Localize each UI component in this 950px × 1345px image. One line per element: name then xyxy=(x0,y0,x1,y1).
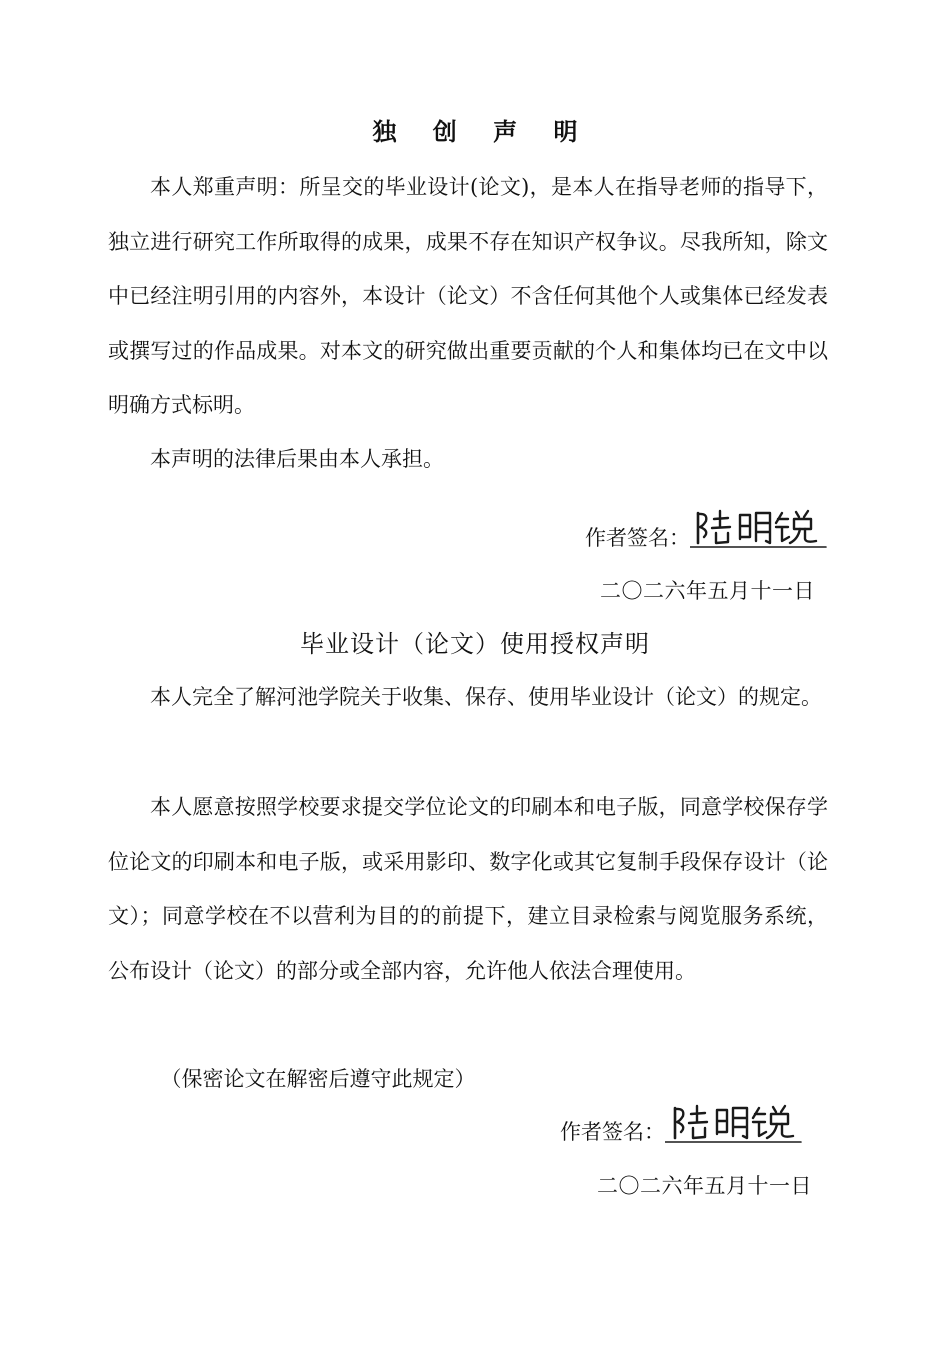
authorization-signature-label: 作者签名： xyxy=(560,1120,665,1144)
authorization-paragraph-2: 本人愿意按照学校要求提交学位论文的印刷本和电子版，同意学校保存学位论文的印刷本和电子版，或采用影印、数字化或其它复制手段保存设计（论文）；同意学校在不以营利为目的的前提下，建立目录检索与阅览服务系统，公布设计（论文）的部分或全部内容，允许他人依法合理使用。 xyxy=(108,795,828,983)
authorization-paragraph-1: 本人完全了解河池学院关于收集、保存、使用毕业设计（论文）的规定。 xyxy=(150,685,822,709)
declaration-paragraph-2: 本声明的法律后果由本人承担。 xyxy=(150,447,444,471)
authorization-title: 毕业设计（论文）使用授权声明 xyxy=(300,630,650,658)
declaration-handwritten-signature xyxy=(690,505,830,550)
authorization-handwritten-signature xyxy=(665,1100,805,1145)
authorization-note: （保密论文在解密后遵守此规定） xyxy=(160,1067,476,1091)
declaration-title: 独 创 声 明 xyxy=(372,118,592,146)
declaration-date: 二〇二六年五月十一日 xyxy=(600,579,815,603)
declaration-paragraph-1: 本人郑重声明：所呈交的毕业设计(论文)，是本人在指导老师的指导下，独立进行研究工作所取得的成果，成果不存在知识产权争议。尽我所知，除文中已经注明引用的内容外，本设计（论文）不含任何其他个人或集体已经发表或撰写过的作品成果。对本文的研究做出重要贡献的个人和集体均已在文中以明确方式标明。 xyxy=(108,175,828,417)
authorization-date: 二〇二六年五月十一日 xyxy=(597,1174,812,1198)
declaration-signature-label: 作者签名： xyxy=(585,526,690,550)
